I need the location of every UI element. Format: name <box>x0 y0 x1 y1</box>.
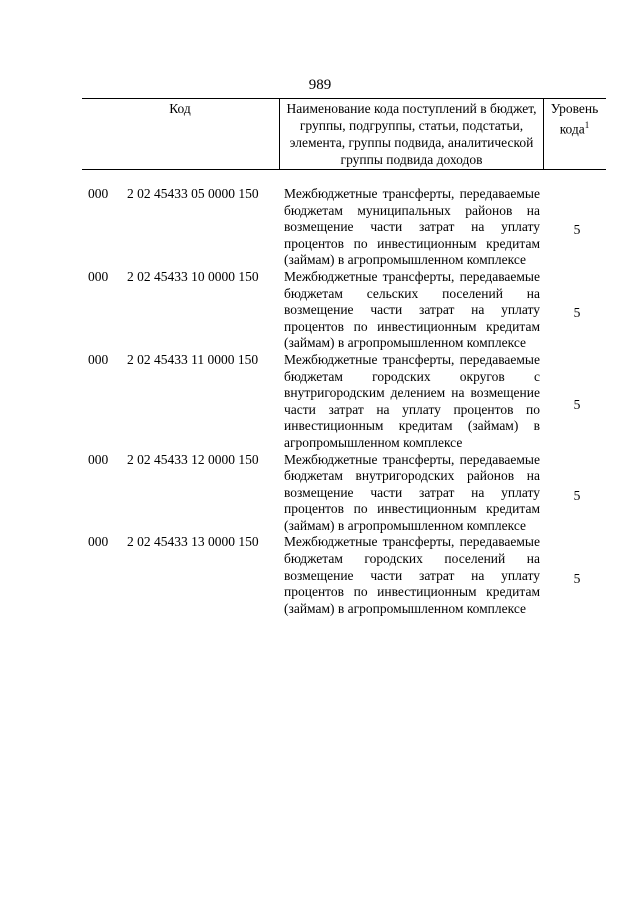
admin-code: 000 <box>88 268 109 284</box>
page-number: 989 <box>308 77 332 93</box>
table-row <box>0 452 640 535</box>
revenue-name: Межбюджетные трансферты, передаваемые бюджетам муниципальных районов на возмещение части затрат на уплату процентов по инвестиционным кредитам (займам) в агропромышленном комплексе <box>284 186 540 268</box>
revenue-code: 2 02 45433 13 0000 150 <box>127 534 259 550</box>
revenue-code: 2 02 45433 10 0000 150 <box>127 268 259 284</box>
table-row <box>0 534 640 617</box>
header-code: Код <box>169 101 191 116</box>
table-row <box>0 352 640 452</box>
table-header <box>82 98 606 170</box>
table-row <box>0 269 640 352</box>
table-row <box>0 186 640 269</box>
admin-code: 000 <box>88 534 109 550</box>
revenue-code: 2 02 45433 05 0000 150 <box>127 186 259 201</box>
revenue-name: Межбюджетные трансферты, передаваемые бюджетам внутригородских районов на возмещение части затрат на уплату процентов по инвестиционным кредитам (займам) в агропромышленном комплексе <box>284 451 540 533</box>
revenue-name: Межбюджетные трансферты, передаваемые бюджетам городских округов с внутригородским делением на возмещение части затрат на уплату процентов по инвестиционным кредитам (займам) в агропромышленном комплексе <box>284 351 540 450</box>
table-body <box>0 186 640 617</box>
header-level-footnote: 1 <box>584 120 590 130</box>
code-level: 5 <box>573 222 581 238</box>
header-name: Наименование кода поступлений в бюджет, группы, подгруппы, статьи, подстатьи, элемента, группы подвида, аналитической группы подвида доходов <box>279 99 544 169</box>
revenue-name: Межбюджетные трансферты, передаваемые бюджетам городских поселений на возмещение части затрат на уплату процентов по инвестиционным кредитам (займам) в агропромышленном комплексе <box>284 534 540 616</box>
code-level: 5 <box>573 488 581 504</box>
code-level: 5 <box>573 396 581 412</box>
revenue-name: Межбюджетные трансферты, передаваемые бюджетам сельских поселений на возмещение части затрат на уплату процентов по инвестиционным кредитам (займам) в агропромышленном комплексе <box>284 268 540 351</box>
admin-code: 000 <box>88 451 109 467</box>
admin-code: 000 <box>88 351 109 367</box>
admin-code: 000 <box>88 186 109 201</box>
code-level: 5 <box>573 570 581 586</box>
revenue-code: 2 02 45433 11 0000 150 <box>127 351 259 367</box>
revenue-code: 2 02 45433 12 0000 150 <box>127 451 259 467</box>
code-level: 5 <box>573 305 581 321</box>
header-level-label: Уровень кода <box>550 101 599 137</box>
header-level <box>543 99 606 169</box>
